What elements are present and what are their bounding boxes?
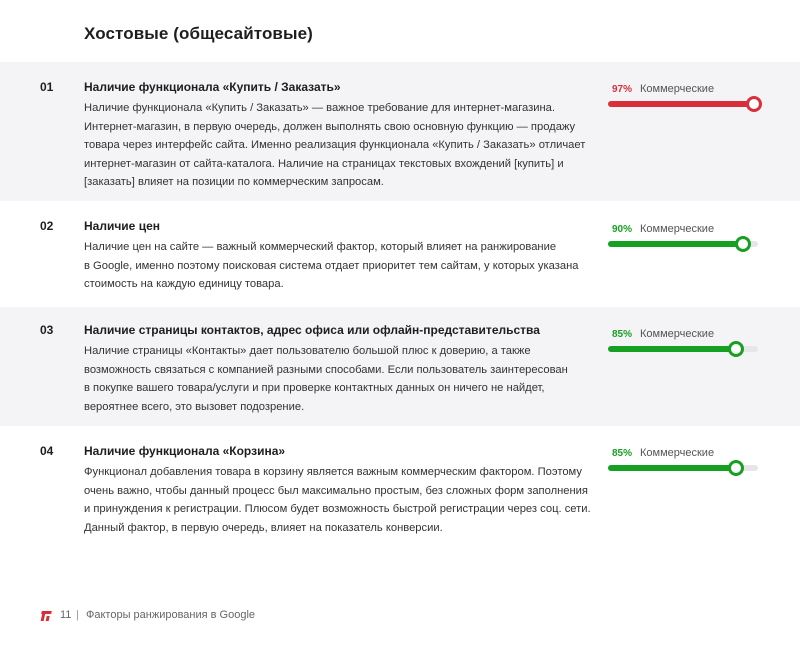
footer-separator: | (76, 609, 79, 621)
description-line: в покупке вашего товара/услуги и при проверке контактных данных он ничего не найдет, (84, 382, 545, 394)
importance-track (608, 465, 758, 471)
factor-number: 03 (40, 323, 54, 337)
description-line: возможность связаться с компанией разными способами. Если пользователь заинтересован (84, 363, 568, 376)
description-line: стоимость на каждую единицу товара. (84, 278, 284, 290)
description-line: очень важно, чтобы данный процесс был максимально простым, без сложных форм заполнения (84, 484, 588, 497)
brand-logo-icon (40, 610, 52, 625)
importance-meter (608, 448, 758, 478)
importance-track (608, 241, 758, 247)
description-line: [заказать] влияет на позиции по коммерческим запросам. (84, 176, 384, 188)
importance-knob (735, 236, 751, 252)
factor-category: Коммерческие (640, 447, 715, 459)
description-line: вероятнее всего, это вызовет подозрение. (84, 400, 305, 413)
importance-meter (608, 329, 758, 359)
factor-title: Наличие функционала «Корзина» (84, 444, 286, 458)
factor-number: 04 (40, 444, 54, 458)
importance-percent: 97% (612, 84, 633, 95)
importance-track (608, 346, 758, 352)
factor-title: Наличие страницы контактов, адрес офиса или офлайн-представительства (84, 323, 540, 337)
importance-fill (608, 101, 754, 107)
description-line: интернет-магазин от сайта-каталога. Наличие на страницах текстовых вхождений [купить] и (84, 157, 564, 170)
importance-percent: 85% (612, 448, 633, 459)
importance-track (608, 101, 758, 107)
factor-description (84, 238, 604, 294)
description-line: Данный фактор, в первую очередь, влияет на показатель конверсии. (84, 521, 443, 534)
importance-knob (728, 460, 744, 476)
importance-knob (728, 341, 744, 357)
factor-title: Наличие функционала «Купить / Заказать» (84, 80, 341, 94)
importance-meter (608, 224, 758, 254)
importance-fill (608, 465, 736, 471)
factor-category: Коммерческие (640, 223, 715, 235)
factor-row-02 (0, 201, 800, 307)
importance-meter (608, 84, 758, 114)
factor-description (84, 342, 604, 416)
page-number: 11 (60, 609, 72, 621)
description-line: Функционал добавления товара в корзину является важным коммерческим фактором. Поэтому (84, 466, 582, 478)
factor-category: Коммерческие (640, 83, 715, 95)
importance-knob (746, 96, 762, 112)
page-title: Хостовые (общесайтовые) (84, 24, 313, 43)
factor-description (84, 463, 604, 537)
description-line: Наличие функционала «Купить / Заказать» — важное требование для интернет-магазина. (84, 102, 556, 114)
description-line: Наличие страницы «Контакты» дает пользователю большой плюс к доверию, а также (84, 345, 531, 357)
importance-fill (608, 241, 743, 247)
description-line: товара через интерфейс сайта. Именно реализация функционала «Купить / Заказать» отличает (84, 139, 586, 151)
importance-fill (608, 346, 736, 352)
document-title: Факторы ранжирования в Google (86, 609, 256, 621)
description-line: в Google, именно поэтому поисковая система отдает приоритет тем сайтам, у которых указана (84, 259, 579, 272)
factor-number: 02 (40, 219, 54, 233)
description-line: Интернет-магазин, в первую очередь, должен выполнять свою основную функцию — продажу (84, 120, 576, 133)
description-line: и принуждения к регистрации. Плюсом будет возможность быстрой регистрации через соц. сети. (84, 503, 591, 515)
factor-title: Наличие цен (84, 219, 160, 233)
factor-row-03 (0, 307, 800, 426)
factor-row-04 (0, 426, 800, 546)
description-line: Наличие цен на сайте — важный коммерческий фактор, который влияет на ранжирование (84, 241, 557, 253)
factor-row-01 (0, 62, 800, 201)
factor-category: Коммерческие (640, 328, 715, 340)
factor-description (84, 99, 604, 192)
importance-percent: 85% (612, 329, 633, 340)
factor-number: 01 (40, 80, 54, 94)
importance-percent: 90% (612, 224, 633, 235)
